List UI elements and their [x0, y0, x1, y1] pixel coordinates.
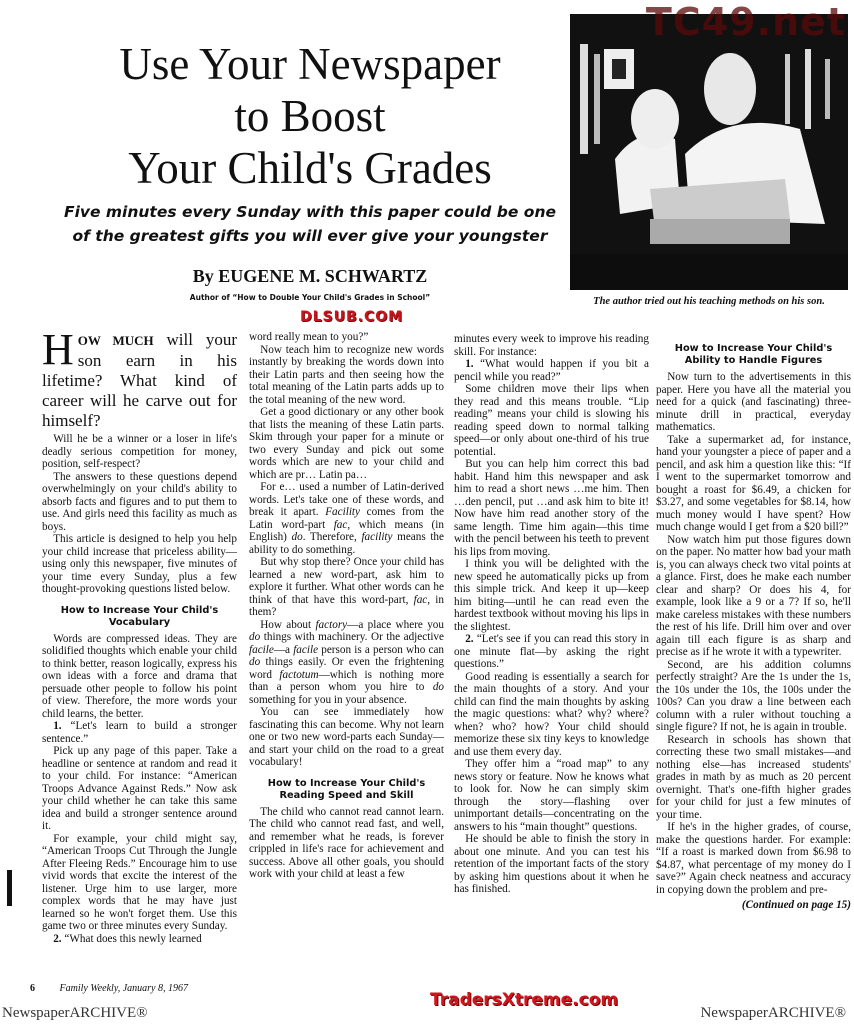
emphasis-text: fac [333, 518, 348, 531]
watermark-logo-newspaperarchive: NewspaperARCHIVE® [2, 1005, 148, 1021]
lead-text: will your son earn in his lifetime? What kind of career will he carve out for himself? [42, 330, 237, 430]
paragraph-text: , which means (in English) [249, 518, 444, 543]
paragraph-text: —a [273, 643, 294, 656]
paragraph-text: They offer him a “road map” to any news story or feature. Now he knows what to look for. Now he can simply skim through the story—flashing over unimportant details—concentrating on the answers to his “main thought” questions. [454, 758, 649, 833]
paragraph-text: person is a person who can [318, 643, 445, 656]
watermark-logo-dlsub: DLSUB.COM [300, 309, 404, 325]
margin-mark [7, 870, 12, 906]
paragraph-text: How about [260, 618, 316, 631]
paragraph [656, 821, 851, 896]
watermark-logo-newspaperarchive: NewspaperARCHIVE® [700, 1005, 846, 1021]
subtitle-line: of the greatest gifts you will ever give your youngster [72, 227, 548, 245]
article-column-2 [249, 331, 444, 881]
paragraph [454, 458, 649, 558]
paragraph [42, 533, 237, 596]
emphasis-text: facility [361, 531, 393, 543]
headline [60, 38, 560, 194]
paragraph [454, 358, 649, 383]
continued-note: (Continued on page 15) [741, 899, 851, 911]
paragraph-text: comes from the Latin word-part [249, 506, 445, 531]
item-number: 1. [465, 358, 481, 370]
paragraph-text: something for you in your absence. [249, 693, 407, 706]
drop-cap: H [42, 325, 74, 374]
paragraph-text: I think you will be delighted with the new speed he automatically picks up from this simple trick. And keep it up—keep him biting—until he can read even the hardest textbook without moving his lips in the slightest. [454, 558, 649, 633]
paragraph-text: . Therefore, [302, 531, 362, 543]
watermark-logo-tc49: TC49.net [645, 0, 846, 44]
paragraph [656, 371, 851, 434]
paragraph [42, 633, 237, 721]
emphasis-text: do [432, 681, 444, 693]
paragraph-text: “What does this newly learned [64, 932, 202, 945]
paragraph [249, 331, 444, 344]
paragraph-text: If he's in the higher grades, of course, make the questions harder. For example: “If a roast is marked down from $6.98 to $4.87, what percentage of my money do I save?” Again check neatness and accuracy in copying down the problem and pre- [656, 821, 851, 896]
paragraph-text: The child who cannot read cannot learn. The child who cannot read fast, and well, and remember what he reads, is forever crippled in life's race for achievement and success. Above all other goals, you should work with your child at least a few [249, 805, 444, 880]
paragraph-text: For e… used a number of Latin-derived words. Let's take one of these words, and break it apart. [249, 481, 444, 518]
paragraph [249, 619, 444, 707]
author-and-son-photo [570, 14, 848, 290]
paragraph-text: minutes every week to improve his reading skill. For instance: [454, 333, 649, 358]
article-column-3 [454, 333, 649, 896]
paragraph [42, 471, 237, 534]
photo-caption: The author tried out his teaching methods on his son. [593, 296, 825, 307]
page-number: 6 [30, 983, 35, 994]
emphasis-text: do [249, 656, 261, 668]
paragraph [42, 745, 237, 833]
lead-smallcaps: OW MUCH [77, 333, 154, 348]
section-heading: How to Increase Your Child's Reading Speed and Skill [267, 777, 426, 801]
paragraph [454, 758, 649, 833]
subtitle [60, 200, 560, 248]
section-heading: How to Increase Your Child's Ability to Handle Figures [674, 343, 833, 366]
paragraph [454, 333, 649, 358]
article-column-1 [42, 325, 237, 945]
paragraph-text: things with machinery. Or the adjective [260, 631, 444, 643]
emphasis-text: Facility [325, 506, 361, 518]
paragraph-text: means the ability to do something. [249, 531, 444, 556]
emphasis-text: facile [249, 643, 274, 656]
emphasis-text: factotum [279, 668, 319, 681]
paragraph-text: Words are compressed ideas. They are solidified thoughts which enable your child to think better, reason logically, express his own ideas with a force and drama that persuade other people to follow his point of view. Therefore, the more words your child learns, the better. [42, 632, 237, 720]
paragraph-text: But why stop there? Once your child has learned a new word-part, ask him to explore it further. What other words can he think of that have this word-part, [249, 556, 444, 606]
paragraph-text: Some children move their lips when they read and this means trouble. “Lip reading” means your child is slowing his reading speed down to normal talking speed—or only about one-third of his true potential. [454, 383, 649, 458]
paragraph-text: He should be able to finish the story in about one minute. And you can test his retention of the important facts of the story by asking him questions about it when he has finished. [454, 833, 649, 895]
paragraph-text: “Let's see if you can read this story in one minute flat—by asking the right questions.” [454, 633, 649, 670]
paragraph-text: Will he be a winner or a loser in life's deadly serious competition for money, position, self-respect? [42, 433, 237, 470]
paragraph-text: Pick up any page of this paper. Take a headline or sentence at random and read it to your child. For instance: “American Troops Advance Against Reds.” Now ask your child whether he can take this same idea and build a stronger sentence around it. [42, 745, 237, 832]
paragraph [42, 833, 237, 933]
headline-line: Your Child's Grades [128, 143, 492, 193]
paragraph-text: word really mean to you?” [249, 331, 369, 343]
subtitle-line: Five minutes every Sunday with this paper could be one [63, 203, 556, 221]
paragraph-text: Take a supermarket ad, for instance, hand your youngster a piece of paper and a pencil, and ask him a question like this: “If I went to the supermarket tomorrow and bought a roast for $6.49, a chicken for $3.27, and some vegetables for $8.14, how much money would I have spent? How much change would I get from a $20 bill?” [656, 433, 851, 533]
paragraph [656, 659, 851, 734]
author-credit: Author of “How to Double Your Child's Grades in School” [189, 293, 431, 302]
paragraph-text: —a place where you [347, 618, 444, 631]
emphasis-text: do [249, 631, 261, 643]
emphasis-text: do [291, 531, 303, 543]
emphasis-text: factory [315, 618, 348, 631]
paragraph [454, 833, 649, 896]
item-number: 2. [465, 633, 477, 645]
paragraph [249, 806, 444, 881]
paragraph-text: Second, are his addition columns perfectly straight? Are the 1s under the 1s, the 10s under the 10s, the 100s under the 100s? Can you draw a line between each column with a ruler without touching a single figure? If not, he is again in trouble. [656, 658, 851, 733]
paragraph [454, 633, 649, 671]
publication-date: Family Weekly, January 8, 1967 [59, 983, 188, 994]
paragraph-text: —which is nothing more than a person whom you hire to [249, 668, 444, 693]
paragraph-text: Now turn to the advertisements in this paper. Here you have all the material you need for a quick (and fascinating) three-minute drill in practical, everyday mathematics. [656, 371, 851, 433]
paragraph [42, 720, 237, 745]
byline: By EUGENE M. SCHWARTZ [192, 266, 428, 286]
paragraph [454, 558, 649, 633]
paragraph [454, 671, 649, 759]
paragraph [42, 433, 237, 471]
paragraph-text: Get a good dictionary or any other book that lists the meaning of these Latin parts. Skim through your paper for a minute or two every Sunday and pick out some words which are new to your child and which are pr… Latin pa… [249, 406, 444, 481]
emphasis-text: facile [293, 643, 319, 656]
paragraph [249, 406, 444, 481]
paragraph-text: Now teach him to recognize new words instantly by breaking the words down into their Latin parts and then seeing how the total meaning of the Latin parts adds up to the total meaning of the new word. [249, 343, 444, 406]
paragraph [454, 383, 649, 458]
article-column-4 [656, 343, 851, 912]
headline-line: to Boost [234, 91, 386, 141]
paragraph [249, 556, 444, 619]
paragraph-text: But you can help him correct this bad habit. Hand him this newspaper and ask him to read a short news …me him. Then …den pencil, put …and ask him to bite it! Now have him read another story of the same length. Time him again—this time with the pencil between his teeth to prevent his lips from moving. [454, 458, 649, 558]
paragraph [656, 534, 851, 659]
paragraph-text: This article is designed to help you help your child increase that priceless ability—using only this newspaper, five minutes of your time every Sunday, plus a few thought-provoking questions listed below. [42, 533, 237, 595]
item-number: 2. [53, 932, 65, 945]
paragraph [656, 434, 851, 534]
paragraph-text: You can see immediately how fascinating this can become. Why not learn one or two new word-parts each Sunday—and start your child on the road to a great vocabulary! [249, 706, 444, 768]
paragraph-text: Good reading is essentially a search for the main thoughts of a story. And your child can find the main thoughts by asking the magic questions: what? why? where? when? who? how? Your child should memorize these six tiny keys to knowledge and use them every day. [454, 670, 649, 758]
paragraph-text: “Let's learn to build a stronger sentence.” [42, 720, 237, 745]
paragraph [249, 706, 444, 769]
headline-line: Use Your Newspaper [119, 39, 501, 89]
paragraph-text: For example, your child might say, “American Troops Cut Through the Jungle After Fleeing Reds.” Encourage him to use vivid words that excite the interest of the listener. Urge him to use larger, more complex words that he may have just learned so he won't forget them. Use this game two or three minutes every Sunday. [42, 832, 237, 932]
watermark-logo-tradersxtreme: TradersXtreme.com [430, 990, 619, 1010]
paragraph [42, 933, 237, 946]
paragraph [249, 344, 444, 407]
page-footer [30, 983, 188, 995]
paragraph [656, 734, 851, 822]
emphasis-text: fac [413, 593, 428, 606]
paragraph-text: Now watch him put those figures down on the paper. No matter how bad your math is, you can always check two vital points at a glance. First, does he make each number clear and sharp? Or does his 4, for example, look like a 9 or a 7? If so, he'll make careless mistakes with these numbers the rest of his life. Drill him over and over again till each figure is as sharp and precise as if he wrote it with a typewriter. [656, 533, 851, 658]
paragraph-text: Research in schools has shown that correcting these two small mistakes—and nothing else—has increased students' grades in math by as much as 20 percent overnight. That's one-fifth higher grades for your child for just a few minutes of your time. [656, 733, 851, 821]
item-number: 1. [53, 720, 71, 732]
paragraph-text: , in them? [249, 593, 444, 618]
lead-paragraph [42, 325, 237, 431]
paragraph-text: things easily. Or even the frightening word [249, 656, 444, 681]
section-heading: How to Increase Your Child's Vocabulary [60, 604, 219, 628]
paragraph-text: “What would happen if you bit a pencil while you read?” [454, 358, 650, 383]
paragraph [249, 481, 444, 556]
paragraph-text: The answers to these questions depend overwhelmingly on your child's ability to absorb facts and figures and to put them to use. And girls need this facility as much as boys. [42, 470, 237, 533]
